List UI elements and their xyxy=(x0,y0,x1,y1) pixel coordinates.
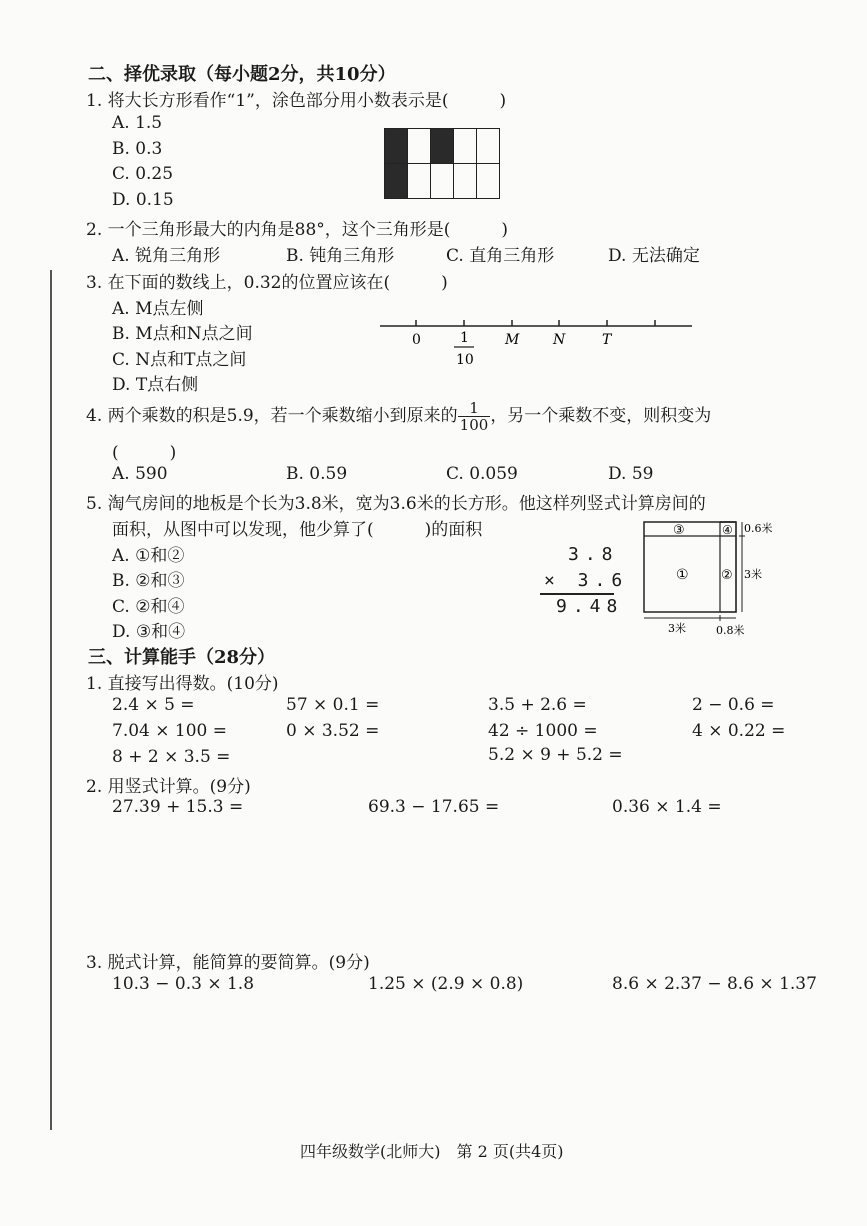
q2-option-c: C. 直角三角形 xyxy=(446,246,555,266)
q1-rectangle-grid xyxy=(384,128,500,199)
s3q1-item: 4 × 0.22 = xyxy=(692,721,786,741)
q1-option-c: C. 0.25 xyxy=(112,164,174,184)
q5-option-b: B. ②和③ xyxy=(112,571,185,591)
s3q3-item: 8.6 × 2.37 − 8.6 × 1.37 xyxy=(612,974,817,994)
figure-width-08: 0.8米 xyxy=(716,624,745,637)
figure-label-1: ① xyxy=(676,567,689,583)
figure-width-3: 3米 xyxy=(668,622,686,635)
q4-frac-num: 1 xyxy=(458,400,491,417)
section2-title: 二、择优录取（每小题2分，共10分） xyxy=(88,64,396,85)
grid-cell xyxy=(431,164,454,199)
numberline-zero: 0 xyxy=(412,332,421,348)
s3q1-item: 42 ÷ 1000 = xyxy=(488,721,598,741)
s3q1-item: 2 − 0.6 = xyxy=(692,695,775,715)
numberline-frac-num: 1 xyxy=(460,330,469,346)
s3q2-item: 27.39 + 15.3 = xyxy=(112,797,244,817)
q4-fraction xyxy=(458,400,491,433)
grid-cell xyxy=(408,164,431,199)
q5-room-figure xyxy=(640,518,773,640)
q3-option-c: C. N点和T点之间 xyxy=(112,350,247,370)
q2-stem: 2. 一个三角形最大的内角是88°，这个三角形是( ) xyxy=(86,220,509,240)
s3q3-item: 10.3 − 0.3 × 1.8 xyxy=(112,974,255,994)
q3-option-b: B. M点和N点之间 xyxy=(112,324,253,344)
s3q3-item: 1.25 × (2.9 × 0.8) xyxy=(368,974,524,994)
q5-stem-b: 面积，从图中可以发现，他少算了( )的面积 xyxy=(112,520,483,540)
q4-stem-a: 4. 两个乘数的积是5.9，若一个乘数缩小到原来的 xyxy=(86,406,458,426)
section3-title: 三、计算能手（28分） xyxy=(88,647,276,668)
s3q1-item: 3.5 + 2.6 = xyxy=(488,695,587,715)
figure-height-3: 3米 xyxy=(744,568,762,581)
q1-option-b: B. 0.3 xyxy=(112,139,163,159)
grid-cell xyxy=(454,164,477,199)
figure-height-06: 0.6米 xyxy=(744,522,773,535)
s3q2-item: 69.3 − 17.65 = xyxy=(368,797,500,817)
q5-vertical-line1: 3.8 xyxy=(568,544,619,565)
q5-option-a: A. ①和② xyxy=(112,546,185,566)
grid-cell xyxy=(477,129,500,164)
q4-option-b: B. 0.59 xyxy=(286,464,348,484)
q3-stem: 3. 在下面的数线上，0.32的位置应该在( ) xyxy=(86,273,448,293)
q5-option-d: D. ③和④ xyxy=(112,622,186,642)
page-footer: 四年级数学(北师大) 第 2 页(共4页) xyxy=(300,1142,564,1161)
figure-label-4: ④ xyxy=(722,523,733,537)
q3-number-line xyxy=(378,312,698,374)
s3q1-title: 1. 直接写出得数。(10分) xyxy=(86,674,279,694)
q5-vertical-line2: × 3.6 xyxy=(544,570,629,591)
s3q2-item: 0.36 × 1.4 = xyxy=(612,797,722,817)
s3q3-title: 3. 脱式计算，能简算的要简算。(9分) xyxy=(86,953,370,973)
q1-option-d: D. 0.15 xyxy=(112,190,174,210)
figure-label-2: ② xyxy=(721,568,733,583)
q3-option-a: A. M点左侧 xyxy=(112,299,204,319)
s3q2-title: 2. 用竖式计算。(9分) xyxy=(86,777,251,797)
q5-stem-a: 5. 淘气房间的地板是个长为3.8米，宽为3.6米的长方形。他这样列竖式计算房间的 xyxy=(86,494,706,514)
q1-stem: 1. 将大长方形看作“1”，涂色部分用小数表示是( ) xyxy=(86,91,507,111)
q5-option-c: C. ②和④ xyxy=(112,597,185,617)
q2-option-d: D. 无法确定 xyxy=(608,246,700,266)
q4-option-a: A. 590 xyxy=(112,464,168,484)
grid-cell-shaded xyxy=(385,164,408,199)
q1-option-a: A. 1.5 xyxy=(112,113,163,133)
q4-stem-b: ，另一个乘数不变，则积变为 xyxy=(490,406,712,426)
s3q1-item: 2.4 × 5 = xyxy=(112,695,195,715)
s3q1-item: 5.2 × 9 + 5.2 = xyxy=(488,745,623,765)
q4-paren: ( ) xyxy=(112,443,177,463)
q5-vertical-line3: 9.48 xyxy=(556,596,624,617)
grid-cell-shaded xyxy=(431,129,454,164)
numberline-n: N xyxy=(553,332,566,348)
q3-option-d: D. T点右侧 xyxy=(112,375,199,395)
q2-option-a: A. 锐角三角形 xyxy=(112,246,221,266)
q4-option-c: C. 0.059 xyxy=(446,464,518,484)
q4-option-d: D. 59 xyxy=(608,464,654,484)
numberline-t: T xyxy=(602,332,612,348)
grid-cell xyxy=(454,129,477,164)
s3q1-item: 7.04 × 100 = xyxy=(112,721,227,741)
q5-vertical-rule xyxy=(540,593,614,595)
grid-cell-shaded xyxy=(385,129,408,164)
s3q1-item: 57 × 0.1 = xyxy=(286,695,380,715)
s3q1-item: 8 + 2 × 3.5 = xyxy=(112,747,231,767)
binding-margin-line xyxy=(50,270,52,1130)
q4-stem xyxy=(86,400,711,433)
grid-cell xyxy=(477,164,500,199)
q4-frac-den: 100 xyxy=(459,416,489,434)
numberline-m: M xyxy=(505,332,520,348)
s3q1-item: 0 × 3.52 = xyxy=(286,721,380,741)
numberline-frac-den: 10 xyxy=(456,352,474,368)
figure-label-3: ③ xyxy=(673,523,685,538)
grid-cell xyxy=(408,129,431,164)
q2-option-b: B. 钝角三角形 xyxy=(286,246,395,266)
